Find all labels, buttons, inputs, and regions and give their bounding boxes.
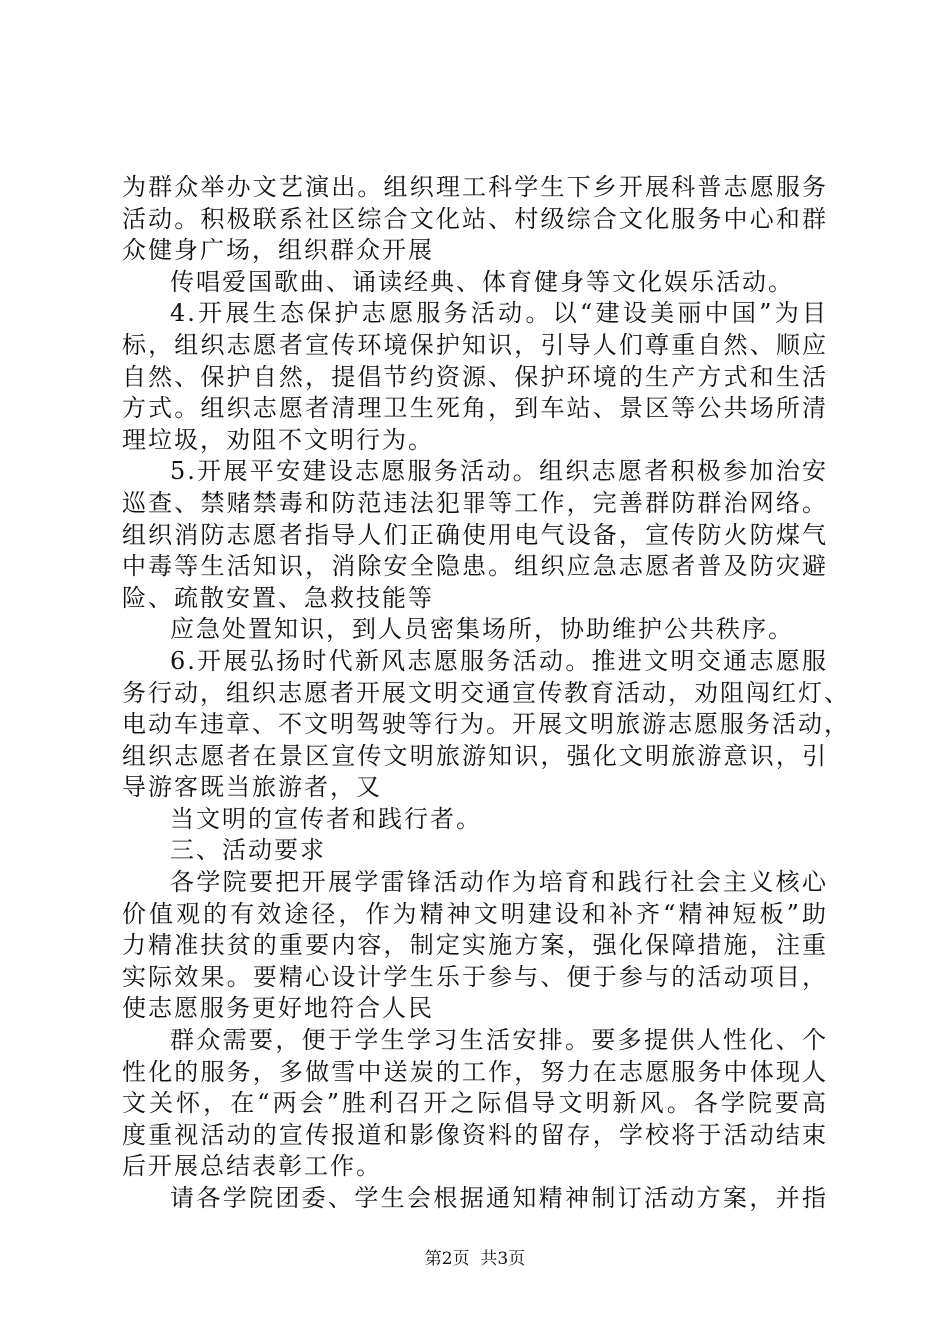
text-line: 当文明的宣传者和践行者。 <box>170 804 482 833</box>
text-line: 中毒等生活知识，消除安全隐患。组织应急志愿者普及防灾避 <box>122 552 828 581</box>
text-line: 组织志愿者在景区宣传文明旅游知识，强化文明旅游意识，引 <box>122 741 828 770</box>
text-line: 力精准扶贫的重要内容，制定实施方案，强化保障措施，注重 <box>122 931 828 960</box>
text-line: 实际效果。要精心设计学生乐于参与、便于参与的活动项目， <box>122 962 828 991</box>
text-line: 传唱爱国歌曲、诵读经典、体育健身等文化娱乐活动。 <box>170 267 794 296</box>
text-line: 自然、保护自然，提倡节约资源、保护环境的生产方式和生活 <box>122 362 828 391</box>
text-line: 4.开展生态保护志愿服务活动。以“建设美丽中国”为目 <box>170 299 828 328</box>
text-line: 各学院要把开展学雷锋活动作为培育和践行社会主义核心 <box>170 868 828 897</box>
document-body <box>122 172 850 1215</box>
text-line: 使志愿服务更好地符合人民 <box>122 994 434 1023</box>
text-line: 险、疏散安置、急救技能等 <box>122 583 434 612</box>
text-line: 三、活动要求 <box>170 836 326 865</box>
text-line: 为群众举办文艺演出。组织理工科学生下乡开展科普志愿服务 <box>122 173 828 201</box>
text-line: 方式。组织志愿者清理卫生死角，到车站、景区等公共场所清 <box>122 394 828 423</box>
text-line: 性化的服务，多做雪中送炭的工作，努力在志愿服务中体现人 <box>122 1057 828 1086</box>
text-line: 巡查、禁赌禁毒和防范违法犯罪等工作，完善群防群治网络。 <box>122 488 828 517</box>
page-footer: 第2页 共3页 <box>424 1249 526 1269</box>
text-line: 导游客既当旅游者，又 <box>122 773 382 802</box>
text-line: 理垃圾，劝阻不文明行为。 <box>122 425 434 454</box>
text-line: 组织消防志愿者指导人们正确使用电气设备，宣传防火防煤气 <box>122 520 828 549</box>
text-line: 5.开展平安建设志愿服务活动。组织志愿者积极参加治安 <box>170 457 828 486</box>
text-line: 请各学院团委、学生会根据通知精神制订活动方案，并指 <box>170 1184 828 1212</box>
text-line: 6.开展弘扬时代新风志愿服务活动。推进文明交通志愿服 <box>170 646 828 675</box>
text-line: 文关怀，在“两会”胜利召开之际倡导文明新风。各学院要高 <box>122 1089 828 1118</box>
text-line: 务行动，组织志愿者开展文明交通宣传教育活动，劝阻闯红灯、 <box>122 678 850 707</box>
text-line: 电动车违章、不文明驾驶等行为。开展文明旅游志愿服务活动， <box>122 710 850 739</box>
text-line: 后开展总结表彰工作。 <box>122 1152 382 1181</box>
text-line: 标，组织志愿者宣传环境保护知识，引导人们尊重自然、顺应 <box>122 330 828 359</box>
text-line: 群众需要，便于学生学习生活安排。要多提供人性化、个 <box>170 1026 828 1055</box>
text-line: 活动。积极联系社区综合文化站、村级综合文化服务中心和群 <box>122 204 828 233</box>
text-line: 应急处置知识，到人员密集场所，协助维护公共秩序。 <box>170 615 794 644</box>
text-line: 众健身广场，组织群众开展 <box>122 236 434 265</box>
text-line: 度重视活动的宣传报道和影像资料的留存，学校将于活动结束 <box>122 1120 828 1149</box>
text-line: 价值观的有效途径，作为精神文明建设和补齐“精神短板”助 <box>122 899 828 928</box>
